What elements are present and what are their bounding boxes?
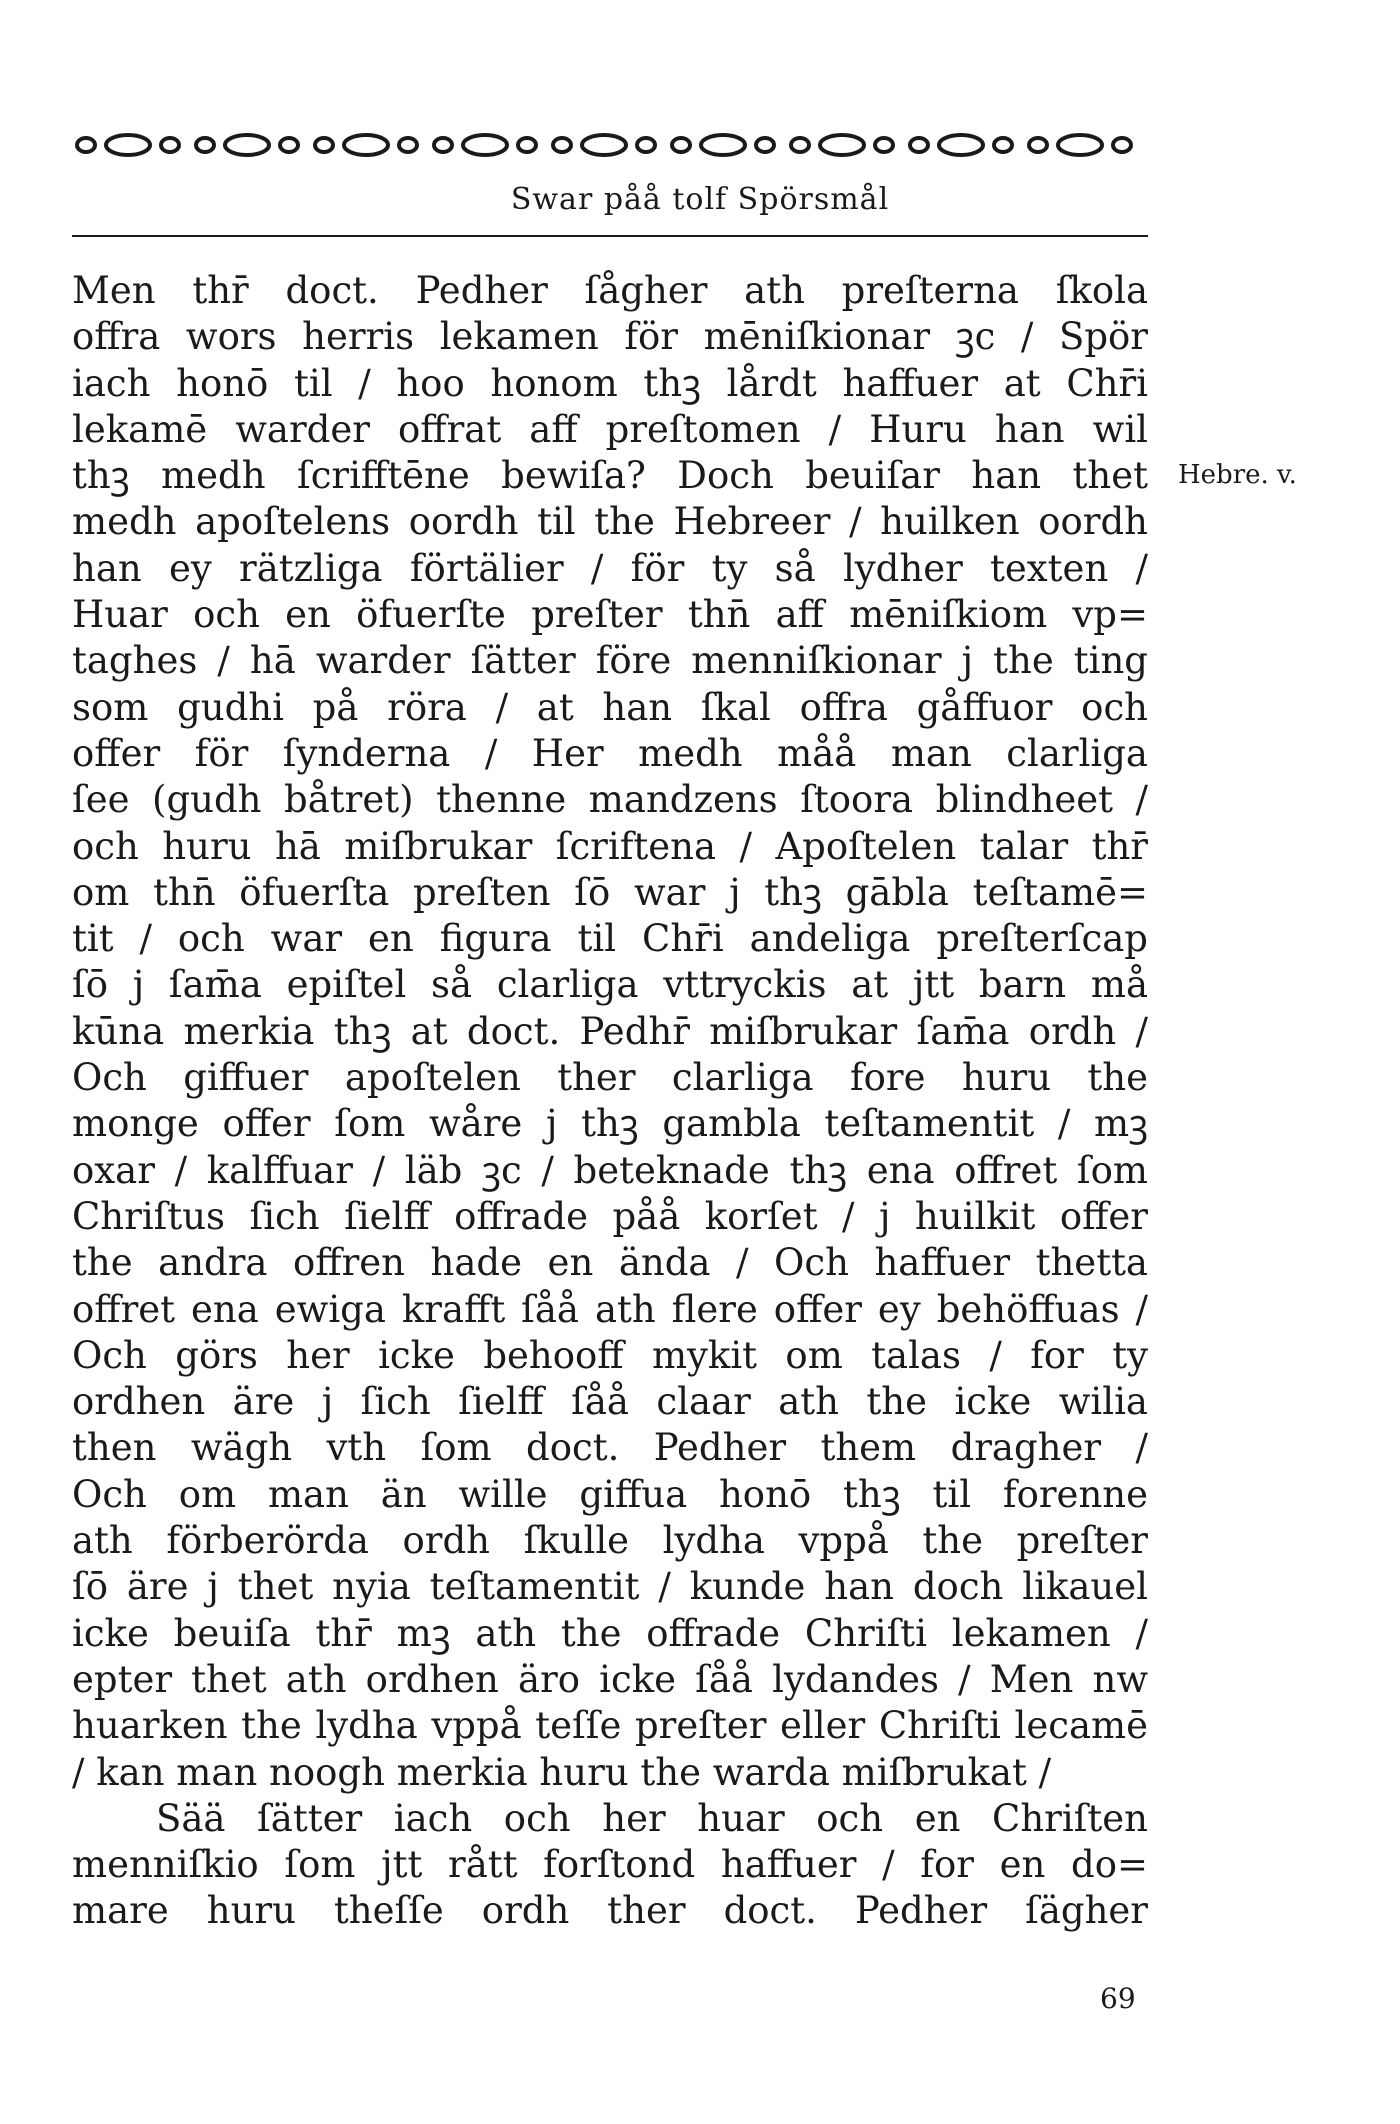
decorative-border-ornament — [72, 128, 1148, 162]
text-line: thꝫ medh ſcrifftēne bewiſa? Doch beuiſar han thet — [72, 454, 1148, 498]
text-line: Och om man än wille giffua honō thꝫ til forenne — [72, 1472, 1148, 1516]
text-line: Huar och en öfuerſte preſter thn̄ aff mēniſkiom vp= — [72, 593, 1148, 637]
text-line: Och giffuer apoſtelen ther clarliga fore huru the — [72, 1056, 1148, 1100]
text-line: ſō äre j thet nyia teſtamentit / kunde han doch likauel — [72, 1565, 1148, 1609]
text-line: Chriſtus ſich ſielff offrade påå korſet / j huilkit offer — [72, 1194, 1148, 1238]
marginal-note: Hebre. v. — [1178, 460, 1297, 490]
text-line: och huru hā miſbrukar ſcriftena / Apoſtelen talar thr̄ — [72, 824, 1148, 868]
text-line: som gudhi på röra / at han ſkal offra gåffuor och — [72, 685, 1148, 729]
text-line: mare huru theſſe ordh ther doct. Pedher ſägher — [72, 1889, 1148, 1933]
text-line: Sää ſätter iach och her huar och en Chriſten — [156, 1796, 1148, 1840]
text-line: kūna merkia thꝫ at doct. Pedhr̄ miſbrukar ſam̄a ordh / — [72, 1009, 1148, 1053]
text-line: Men thr̄ doct. Pedher ſågher ath preſterna ſkola — [72, 269, 1148, 312]
text-line: menniſkio ſom jtt rått forſtond haffuer / for en do= — [72, 1843, 1148, 1887]
body-text — [72, 268, 1148, 1935]
text-line: ordhen äre j ſich ſielff ſåå claar ath the icke wilia — [72, 1380, 1148, 1424]
text-line: han ey rätzliga förtälier / för ty så lydher texten / — [72, 546, 1148, 590]
text-line: offret ena ewiga krafft ſåå ath flere offer ey behöffuas / — [72, 1287, 1148, 1331]
text-line: / kan man noogh merkia huru the warda miſbrukat / — [72, 1750, 1052, 1794]
running-head-title: Swar påå tolf Spörsmål — [510, 182, 890, 217]
text-line: taghes / hā warder ſätter före menniſkionar j the ting — [72, 639, 1148, 683]
header-rule — [72, 235, 1148, 237]
text-line: icke beuiſa thr̄ mꝫ ath the offrade Chriſti lekamen / — [72, 1611, 1148, 1655]
text-line: ath förberörda ordh ſkulle lydha vppå the preſter — [72, 1519, 1148, 1563]
text-line: tit / och war en figura til Chr̄i andeliga preſterſcap — [72, 917, 1148, 961]
text-line: ſee (gudh båtret) thenne mandzens ſtoora blindheet / — [72, 778, 1148, 822]
text-line: the andra offren hade en ända / Och haffuer thetta — [72, 1241, 1148, 1285]
text-line: om thn̄ öfuerſta preſten ſō war j thꝫ gābla teſtamē= — [72, 870, 1148, 914]
text-line: oxar / kalffuar / läb ꝫc / beteknade thꝫ ena offret ſom — [72, 1148, 1148, 1192]
text-line: offer för ſynderna / Her medh måå man clarliga — [72, 731, 1148, 775]
text-line: monge offer ſom wåre j thꝫ gambla teſtamentit / mꝫ — [72, 1102, 1148, 1146]
text-line: medh apoſtelens oordh til the Hebreer / huilken oordh — [72, 500, 1148, 544]
text-line: ſō j ſam̄a epiſtel så clarliga vttryckis at jtt barn må — [72, 963, 1148, 1007]
text-line: iach honō til / hoo honom thꝫ lårdt haffuer at Chr̄i — [72, 361, 1148, 405]
text-line: lekamē warder offrat aff preſtomen / Huru han wil — [72, 407, 1148, 451]
text-line: Och görs her icke behooff mykit om talas / for ty — [72, 1333, 1148, 1377]
text-line: epter thet ath ordhen äro icke ſåå lydandes / Men nw — [72, 1657, 1148, 1701]
text-line: offra wors herris lekamen för mēniſkionar ꝫc / Spör — [72, 315, 1148, 359]
text-line: then wägh vth ſom doct. Pedher them dragher / — [72, 1426, 1148, 1470]
text-line: huarken the lydha vppå teſſe preſter eller Chriſti lecamē — [72, 1704, 1148, 1748]
page-number: 69 — [1100, 1982, 1136, 2015]
